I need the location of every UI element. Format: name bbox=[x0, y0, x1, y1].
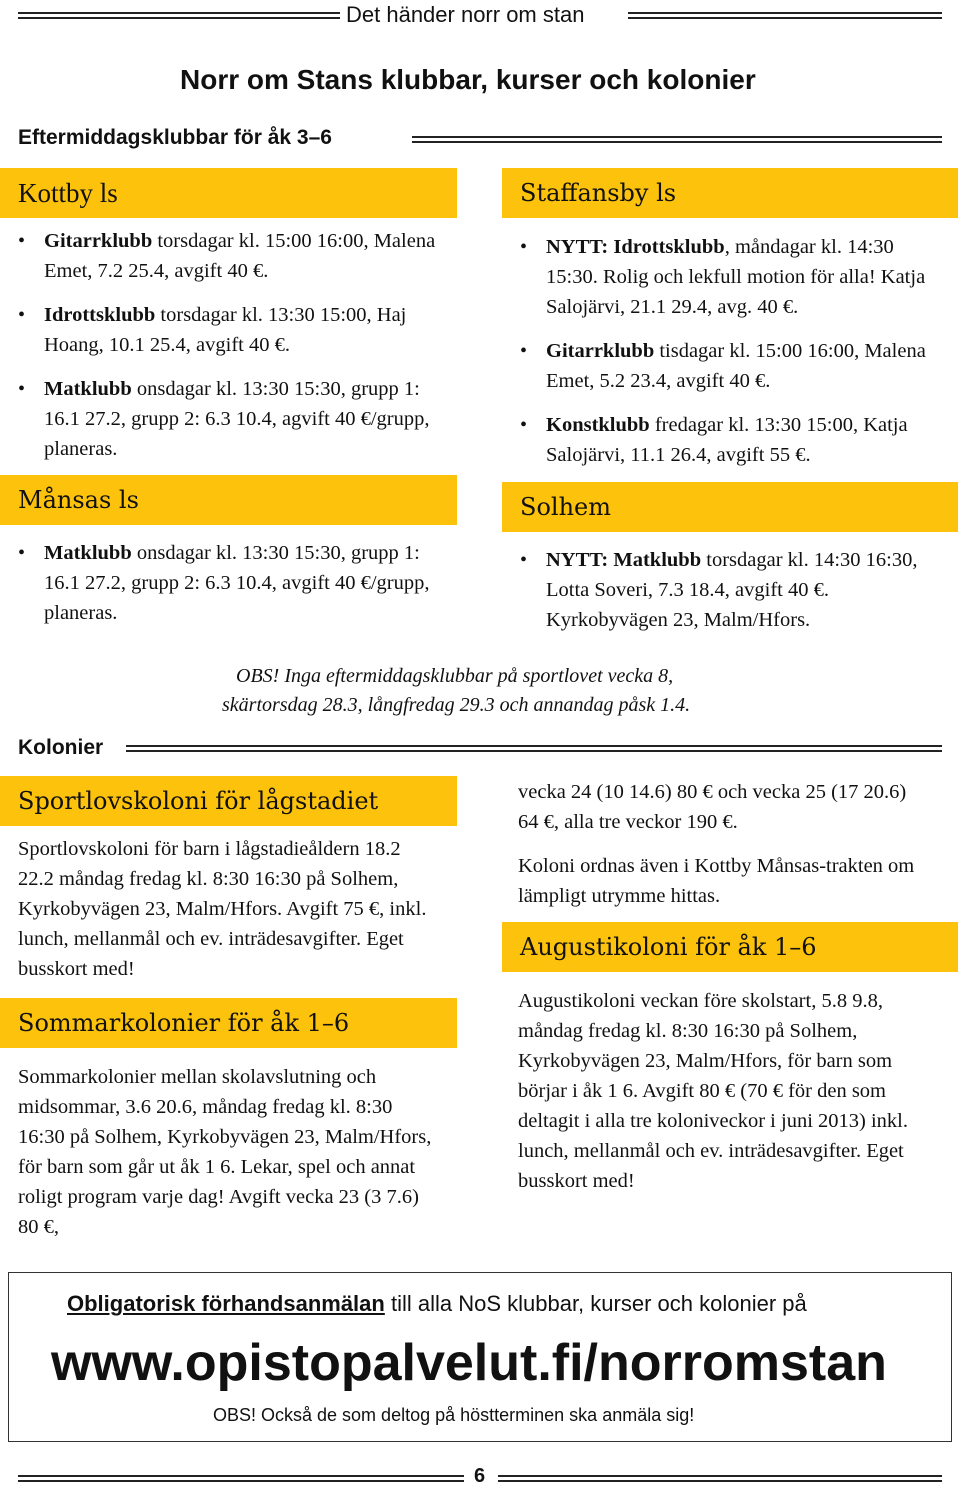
list-item: • Gitarrklubb torsdagar kl. 15:00 16:00, Malena Emet, 7.2 25.4, avgift 40 €. bbox=[18, 226, 438, 286]
header-rule-left bbox=[18, 12, 340, 19]
running-title: Det händer norr om stan bbox=[346, 2, 585, 27]
kolonier-heading: Kolonier bbox=[18, 736, 104, 759]
sommar-continuation-2: Koloni ordnas även i Kottby Månsas-trakten om lämpligt utrymme hittas. bbox=[518, 855, 915, 907]
header-rule-right bbox=[628, 12, 942, 19]
mansas-band: Månsas ls bbox=[0, 475, 457, 525]
footer-rule-left bbox=[18, 1475, 464, 1482]
sommar-continuation-1: vecka 24 (10 14.6) 80 € och vecka 25 (17 20.6) 64 €, alla tre veckor 190 €. bbox=[518, 781, 907, 833]
registration-lead: Obligatorisk förhandsanmälan till alla NoS klubbar, kurser och kolonier på bbox=[67, 1291, 807, 1316]
sommar-band: Sommarkolonier för åk 1–6 bbox=[0, 998, 457, 1048]
kottby-list bbox=[18, 226, 438, 478]
sommar-text: Sommarkolonier mellan skolavslutning och midsommar, 3.6 20.6, måndag fredag kl. 8:30 16:30 på Solhem, Kyrkobyvägen 23, Malm/Hfors, för barn som går ut åk 1 6. Lekar, spel och annat roligt program varje dag! Avgift vecka 23 (3 7.6) 80 €, bbox=[18, 1066, 432, 1238]
kolonier-heading-rule bbox=[126, 745, 942, 752]
list-item: • Matklubb onsdagar kl. 13:30 15:30, grupp 1: 16.1 27.2, grupp 2: 6.3 10.4, avgift 40 €/grupp, planeras. bbox=[18, 538, 438, 628]
sportlov-band: Sportlovskoloni för lågstadiet bbox=[0, 776, 457, 826]
staffansby-list bbox=[520, 232, 940, 484]
obs-line-1: OBS! Inga eftermiddagsklubbar på sportlovet vecka 8, bbox=[236, 665, 674, 687]
solhem-band: Solhem bbox=[502, 482, 958, 532]
registration-url[interactable]: www.opistopalvelut.fi/norromstan bbox=[51, 1334, 887, 1392]
list-item: • NYTT: Matklubb torsdagar kl. 14:30 16:30, Lotta Soveri, 7.3 18.4, avgift 40 €. Kyrkobyvägen 23, Malm/Hfors. bbox=[520, 545, 940, 635]
page-title: Norr om Stans klubbar, kurser och kolonier bbox=[180, 64, 756, 95]
obs-line-2: skärtorsdag 28.3, långfredag 29.3 och annandag påsk 1.4. bbox=[222, 694, 691, 716]
mansas-list bbox=[18, 538, 438, 642]
list-item: • Konstklubb fredagar kl. 13:30 15:00, Katja Salojärvi, 11.1 26.4, avgift 55 €. bbox=[520, 410, 940, 470]
staffansby-band: Staffansby ls bbox=[502, 168, 958, 218]
clubs-obs-note bbox=[222, 662, 690, 720]
sportlov-text: Sportlovskoloni för barn i lågstadieåldern 18.2 22.2 måndag fredag kl. 8:30 16:30 på Solhem, Kyrkobyvägen 23, Malm/Hfors. Avgift 75 €, inkl. lunch, mellanmål och ev. inträdesavgifter. Eget busskort med! bbox=[18, 838, 427, 980]
registration-link[interactable]: Obligatorisk förhandsanmälan bbox=[67, 1291, 385, 1316]
list-item: • Matklubb onsdagar kl. 13:30 15:30, grupp 1: 16.1 27.2, grupp 2: 6.3 10.4, agvift 40 €/grupp, planeras. bbox=[18, 374, 438, 464]
solhem-list bbox=[520, 545, 940, 649]
list-item: • Idrottsklubb torsdagar kl. 13:30 15:00, Haj Hoang, 10.1 25.4, avgift 40 €. bbox=[18, 300, 438, 360]
augusti-band: Augustikoloni för åk 1–6 bbox=[502, 922, 958, 972]
clubs-heading-rule bbox=[412, 136, 942, 143]
footer-rule-right bbox=[498, 1475, 942, 1482]
page-number: 6 bbox=[474, 1465, 486, 1487]
kottby-band: Kottby ls bbox=[0, 168, 457, 218]
list-item: • Gitarrklubb tisdagar kl. 15:00 16:00, Malena Emet, 5.2 23.4, avgift 40 €. bbox=[520, 336, 940, 396]
clubs-section-heading: Eftermiddagsklubbar för åk 3–6 bbox=[18, 126, 332, 149]
registration-note: OBS! Också de som deltog på höstterminen ska anmäla sig! bbox=[213, 1405, 695, 1425]
augusti-text: Augustikoloni veckan före skolstart, 5.8 9.8, måndag fredag kl. 8:30 16:30 på Solhem, Kyrkobyvägen 23, Malm/Hfors, för barn som börjar i åk 1 6. Avgift 80 € (70 € för den som deltagit i alla tre koloniveckor i juni 2013) inkl. lunch, mellanmål och ev. inträdesavgifter. Eget busskort med! bbox=[518, 990, 908, 1192]
list-item: • NYTT: Idrottsklubb, måndagar kl. 14:30 15:30. Rolig och lekfull motion för alla! Katja Salojärvi, 21.1 29.4, avg. 40 €. bbox=[520, 232, 940, 322]
registration-box bbox=[8, 1272, 952, 1442]
